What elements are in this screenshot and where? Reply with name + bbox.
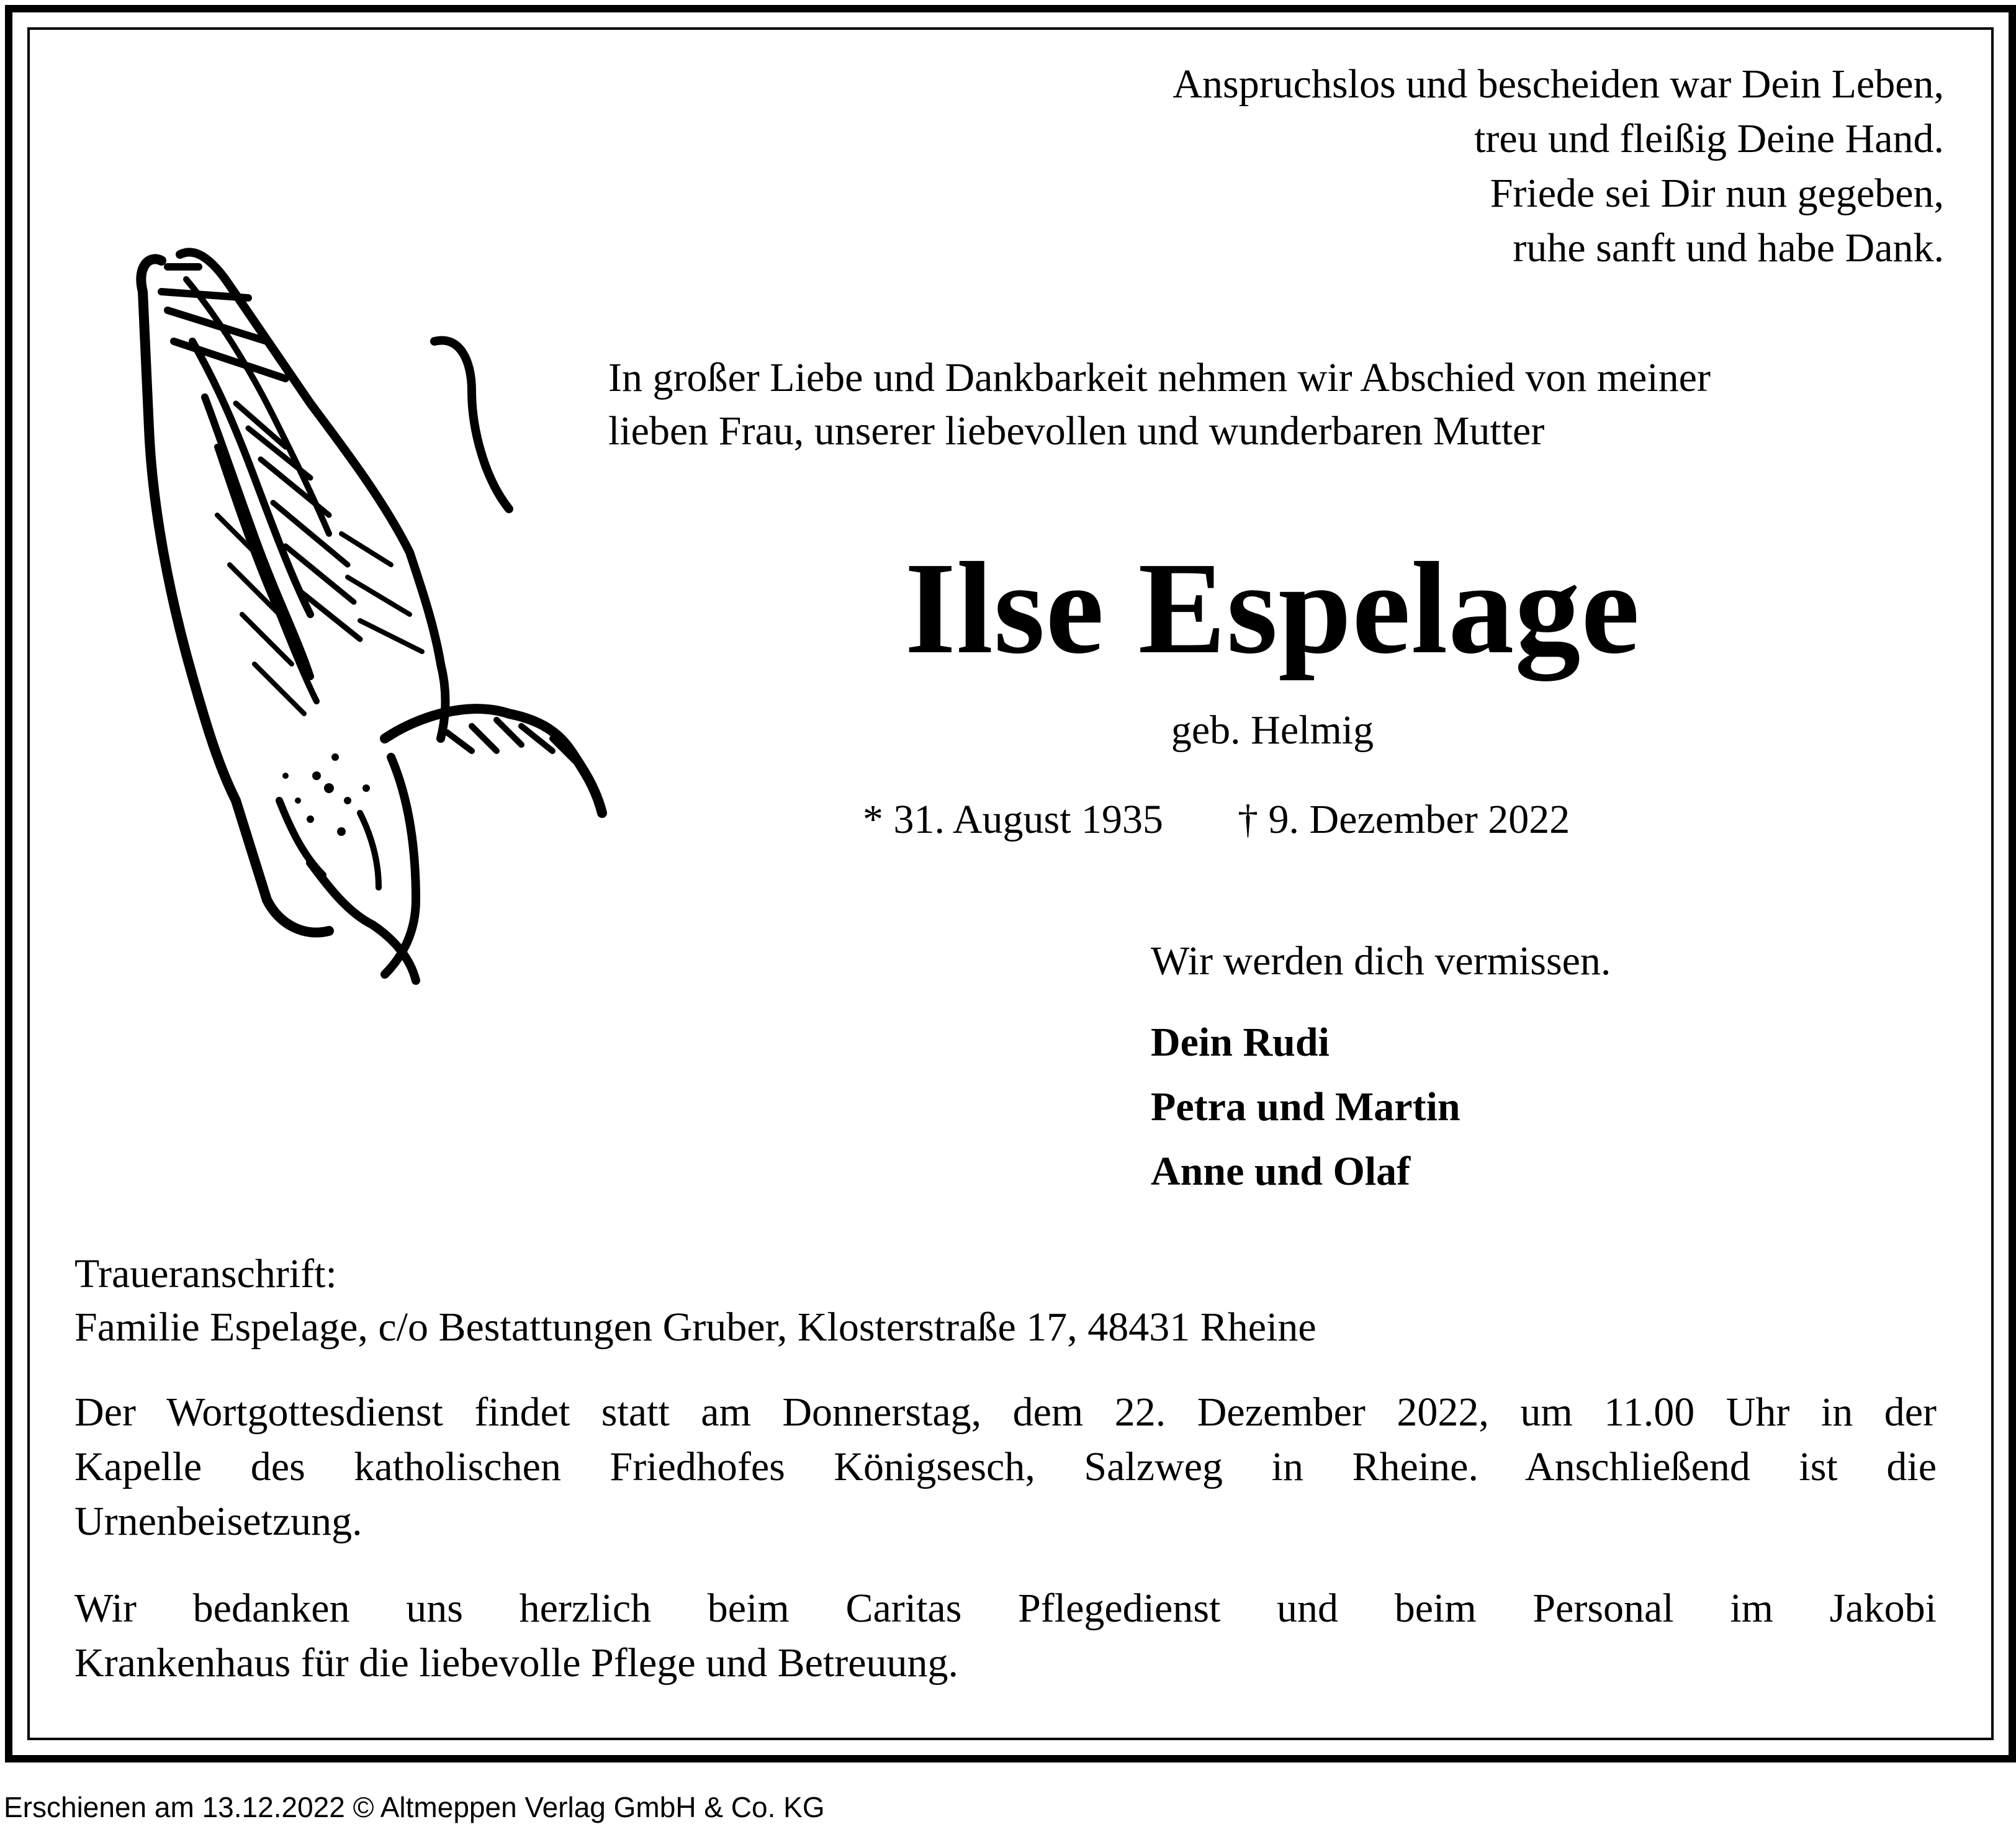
intro-line: In großer Liebe und Dankbarkeit nehmen wir Abschied von meiner: [608, 355, 1711, 400]
mourner-name: Anne und Olaf: [1151, 1149, 1411, 1194]
poem: [1172, 57, 1944, 276]
mourner-name: Dein Rudi: [1151, 1020, 1330, 1065]
service-line: Kapelle des katholischen Friedhofes Königsesch, Salzweg in Rheine. Anschließend ist die: [74, 1444, 1937, 1489]
intro-line: lieben Frau, unserer liebevollen und wunderbaren Mutter: [608, 408, 1545, 454]
address-text: Familie Espelage, c/o Bestattungen Gruber, Klosterstraße 17, 48431 Rheine: [74, 1304, 1316, 1350]
service-line: Der Wortgottesdienst findet statt am Donnerstag, dem 22. Dezember 2022, um 11.00 Uhr in der: [74, 1390, 1937, 1435]
birth-date: * 31. August 1935: [863, 797, 1164, 842]
deceased-name: Ilse Espelage: [904, 535, 1640, 681]
mourning-address: [74, 1247, 1316, 1354]
poem-line: ruhe sanft und habe Dank.: [1513, 225, 1944, 271]
poem-line: Anspruchslos und bescheiden war Dein Leben,: [1172, 61, 1944, 107]
publication-footer: Erschienen am 13.12.2022 © Altmeppen Verlag GmbH & Co. KG: [4, 1791, 825, 1823]
praying-hands-icon: [124, 242, 621, 999]
death-date: † 9. Dezember 2022: [1238, 797, 1570, 842]
thanks-line: Wir bedanken uns herzlich beim Caritas Pflegedienst und beim Personal im Jakobi: [74, 1586, 1937, 1631]
intro-text: [608, 351, 1937, 458]
mourners-list: [1151, 1010, 1460, 1204]
thanks-line: Krankenhaus für die liebevolle Pflege und Betreuung.: [74, 1640, 959, 1686]
life-dates: [863, 793, 1570, 846]
farewell-text: Wir werden dich vermissen.: [1151, 938, 1611, 984]
poem-line: Friede sei Dir nun gegeben,: [1490, 171, 1944, 216]
poem-line: treu und fleißig Deine Hand.: [1474, 116, 1944, 161]
mourner-name: Petra und Martin: [1151, 1084, 1460, 1129]
service-line: Urnenbeisetzung.: [74, 1499, 362, 1544]
thanks-text: [74, 1581, 1937, 1691]
address-label: Traueranschrift:: [74, 1251, 337, 1296]
service-info: [74, 1385, 1937, 1549]
maiden-name: geb. Helmig: [1171, 707, 1374, 753]
